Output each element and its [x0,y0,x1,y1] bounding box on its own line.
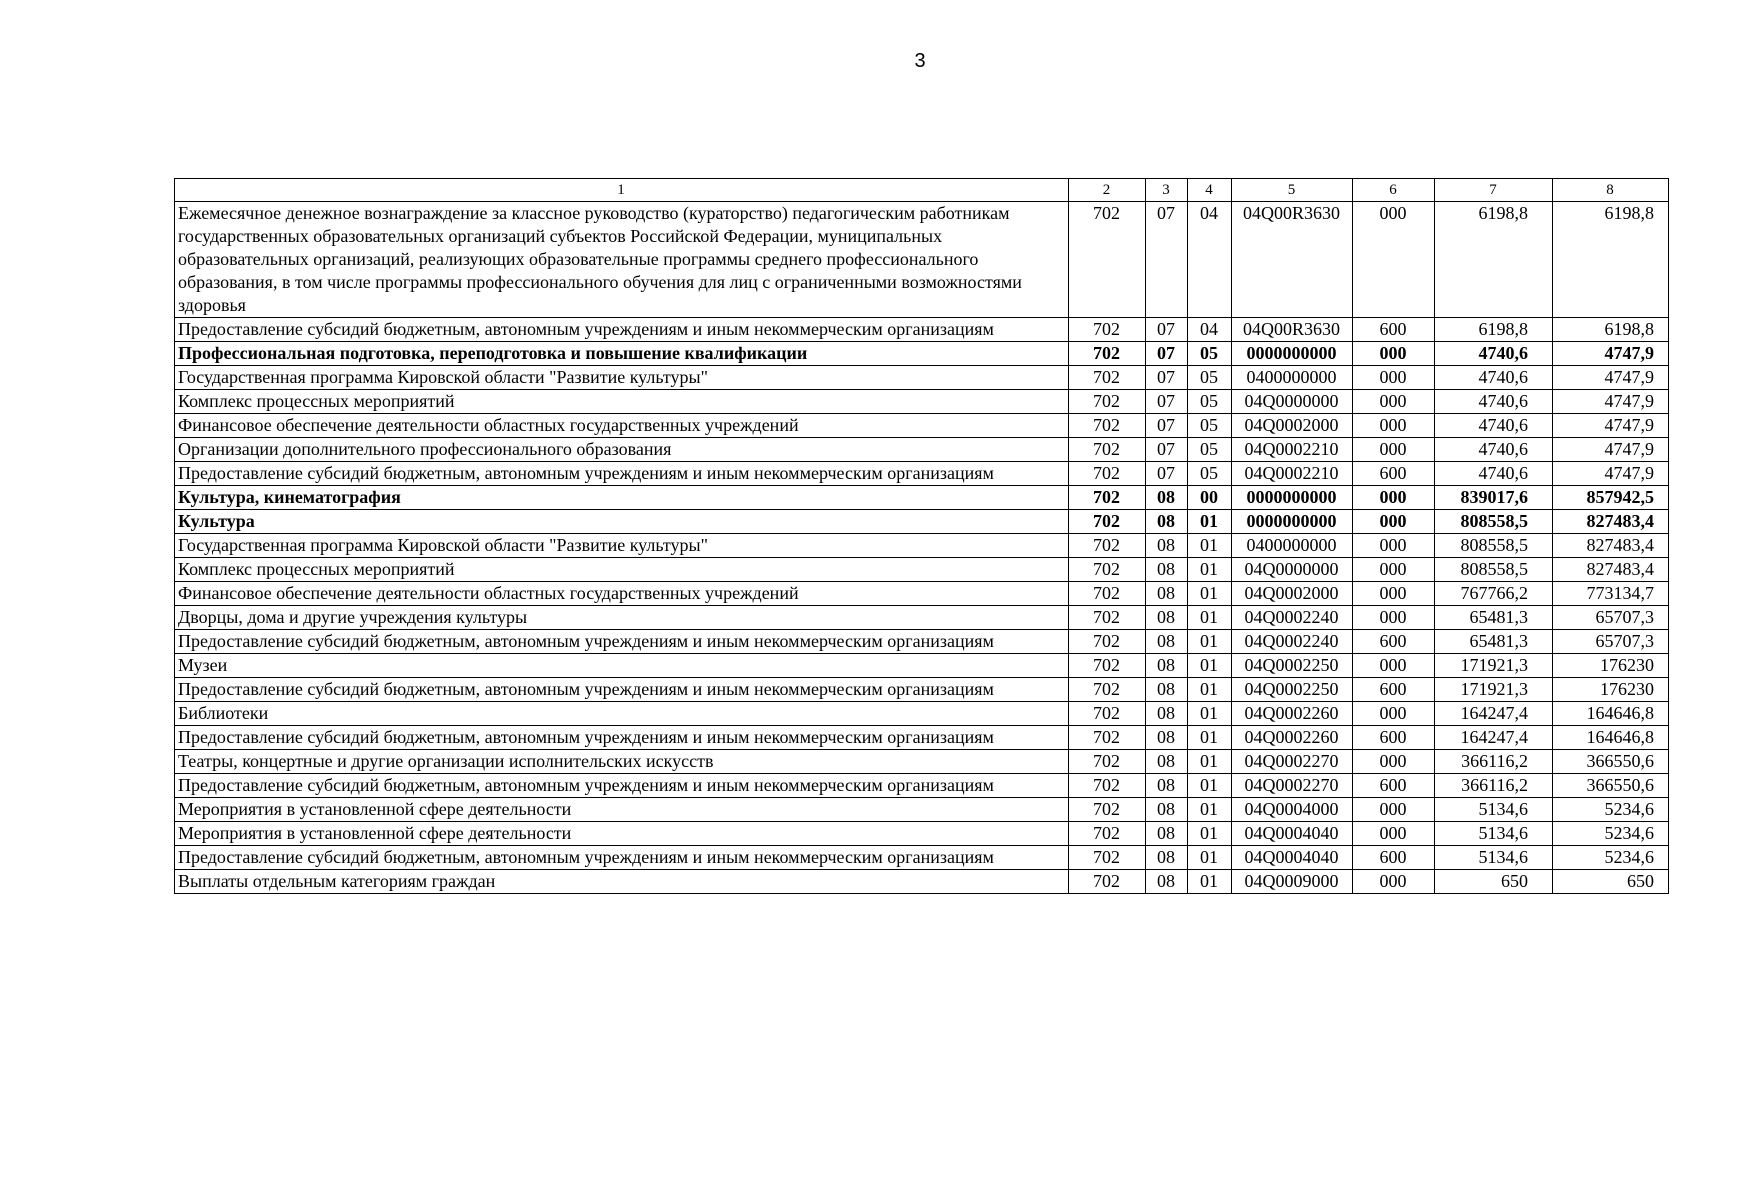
target-article-cell: 04Q0002000 [1232,414,1353,438]
section-cell: 08 [1146,774,1188,798]
subsection-cell: 01 [1188,558,1232,582]
code-cell: 702 [1069,870,1146,894]
expense-type-cell: 000 [1353,606,1435,630]
name-cell: Финансовое обеспечение деятельности областных государственных учреждений [175,582,1069,606]
section-cell: 07 [1146,390,1188,414]
amount-cell: 164646,8 [1553,702,1669,726]
table-row [175,870,1669,894]
code-cell: 702 [1069,366,1146,390]
section-cell: 08 [1146,726,1188,750]
name-cell: Предоставление субсидий бюджетным, автономным учреждениям и иным некоммерческим организациям [175,726,1069,750]
code-cell: 702 [1069,318,1146,342]
target-article-cell: 04Q0002250 [1232,678,1353,702]
table-row [175,390,1669,414]
subsection-cell: 00 [1188,486,1232,510]
amount-cell: 4740,6 [1435,366,1553,390]
amount-cell: 5134,6 [1435,846,1553,870]
section-cell: 08 [1146,582,1188,606]
code-cell: 702 [1069,414,1146,438]
amount-cell: 366116,2 [1435,750,1553,774]
subsection-cell: 01 [1188,822,1232,846]
name-cell: Мероприятия в установленной сфере деятельности [175,798,1069,822]
header-cell: 4 [1188,179,1232,202]
table-row [175,582,1669,606]
section-cell: 08 [1146,654,1188,678]
header-cell: 3 [1146,179,1188,202]
amount-cell: 4740,6 [1435,342,1553,366]
name-cell: Мероприятия в установленной сфере деятельности [175,822,1069,846]
amount-cell: 650 [1553,870,1669,894]
expense-type-cell: 000 [1353,558,1435,582]
amount-cell: 6198,8 [1553,318,1669,342]
target-article-cell: 04Q0000000 [1232,558,1353,582]
expense-type-cell: 600 [1353,726,1435,750]
code-cell: 702 [1069,606,1146,630]
subsection-cell: 01 [1188,726,1232,750]
code-cell: 702 [1069,702,1146,726]
target-article-cell: 0000000000 [1232,486,1353,510]
amount-cell: 767766,2 [1435,582,1553,606]
target-article-cell: 04Q0002240 [1232,606,1353,630]
subsection-cell: 05 [1188,462,1232,486]
header-cell: 6 [1353,179,1435,202]
section-cell: 08 [1146,558,1188,582]
table-row [175,486,1669,510]
table-row [175,366,1669,390]
section-cell: 08 [1146,534,1188,558]
code-cell: 702 [1069,342,1146,366]
amount-cell: 808558,5 [1435,534,1553,558]
target-article-cell: 0000000000 [1232,342,1353,366]
code-cell: 702 [1069,510,1146,534]
amount-cell: 4740,6 [1435,414,1553,438]
target-article-cell: 04Q0002270 [1232,750,1353,774]
table-row [175,630,1669,654]
expense-type-cell: 000 [1353,534,1435,558]
section-cell: 08 [1146,630,1188,654]
amount-cell: 171921,3 [1435,654,1553,678]
target-article-cell: 04Q0002210 [1232,438,1353,462]
section-cell: 08 [1146,606,1188,630]
expense-type-cell: 000 [1353,582,1435,606]
amount-cell: 4747,9 [1553,438,1669,462]
table-row [175,726,1669,750]
name-cell: Комплекс процессных мероприятий [175,558,1069,582]
expense-type-cell: 600 [1353,318,1435,342]
target-article-cell: 04Q00R3630 [1232,202,1353,318]
expense-type-cell: 600 [1353,774,1435,798]
amount-cell: 164646,8 [1553,726,1669,750]
amount-cell: 4740,6 [1435,390,1553,414]
section-cell: 08 [1146,702,1188,726]
expense-type-cell: 000 [1353,390,1435,414]
code-cell: 702 [1069,846,1146,870]
target-article-cell: 04Q0009000 [1232,870,1353,894]
expense-type-cell: 000 [1353,510,1435,534]
amount-cell: 4740,6 [1435,438,1553,462]
target-article-cell: 04Q0002000 [1232,582,1353,606]
name-cell: Библиотеки [175,702,1069,726]
table-row [175,202,1669,318]
header-cell: 8 [1553,179,1669,202]
target-article-cell: 04Q0004000 [1232,798,1353,822]
expense-type-cell: 000 [1353,798,1435,822]
section-cell: 08 [1146,822,1188,846]
subsection-cell: 05 [1188,390,1232,414]
target-article-cell: 0400000000 [1232,366,1353,390]
section-cell: 08 [1146,846,1188,870]
subsection-cell: 01 [1188,510,1232,534]
name-cell: Комплекс процессных мероприятий [175,390,1069,414]
table-row [175,750,1669,774]
expense-type-cell: 000 [1353,486,1435,510]
name-cell: Дворцы, дома и другие учреждения культуры [175,606,1069,630]
table-row [175,702,1669,726]
target-article-cell: 04Q0000000 [1232,390,1353,414]
amount-cell: 65707,3 [1553,630,1669,654]
amount-cell: 366550,6 [1553,750,1669,774]
name-cell: Предоставление субсидий бюджетным, автономным учреждениям и иным некоммерческим организациям [175,318,1069,342]
amount-cell: 827483,4 [1553,510,1669,534]
subsection-cell: 01 [1188,534,1232,558]
table-row [175,606,1669,630]
expense-type-cell: 000 [1353,414,1435,438]
header-row [175,179,1669,202]
code-cell: 702 [1069,678,1146,702]
subsection-cell: 05 [1188,342,1232,366]
page-number: 3 [914,50,926,72]
amount-cell: 839017,6 [1435,486,1553,510]
code-cell: 702 [1069,558,1146,582]
table-row [175,534,1669,558]
table-row [175,510,1669,534]
amount-cell: 65481,3 [1435,630,1553,654]
name-cell: Государственная программа Кировской области "Развитие культуры" [175,534,1069,558]
table-row [175,678,1669,702]
table-row [175,798,1669,822]
table-row [175,462,1669,486]
table-row [175,654,1669,678]
target-article-cell: 04Q00R3630 [1232,318,1353,342]
expense-type-cell: 000 [1353,202,1435,318]
amount-cell: 366116,2 [1435,774,1553,798]
amount-cell: 4740,6 [1435,462,1553,486]
subsection-cell: 01 [1188,870,1232,894]
expense-type-cell: 000 [1353,438,1435,462]
header-cell: 5 [1232,179,1353,202]
name-cell: Предоставление субсидий бюджетным, автономным учреждениям и иным некоммерческим организациям [175,678,1069,702]
amount-cell: 4747,9 [1553,462,1669,486]
name-cell: Культура [175,510,1069,534]
amount-cell: 808558,5 [1435,510,1553,534]
expense-type-cell: 000 [1353,702,1435,726]
amount-cell: 65707,3 [1553,606,1669,630]
subsection-cell: 01 [1188,774,1232,798]
name-cell: Ежемесячное денежное вознаграждение за классное руководство (кураторство) педагогическим работникам государственных образовательных организаций субъектов Российской Федерации, муниципальных образовательных организаций, реализующих образовательные программы среднего профессионального образования, в том числе программы профессионального обучения для лиц с ограниченными возможностями здоровья [175,202,1069,318]
header-cell: 2 [1069,179,1146,202]
table-row [175,846,1669,870]
section-cell: 08 [1146,486,1188,510]
amount-cell: 4747,9 [1553,366,1669,390]
expense-type-cell: 600 [1353,630,1435,654]
target-article-cell: 04Q0004040 [1232,822,1353,846]
section-cell: 07 [1146,462,1188,486]
section-cell: 07 [1146,366,1188,390]
amount-cell: 5234,6 [1553,846,1669,870]
section-cell: 07 [1146,438,1188,462]
amount-cell: 4747,9 [1553,390,1669,414]
amount-cell: 650 [1435,870,1553,894]
subsection-cell: 01 [1188,750,1232,774]
expense-type-cell: 600 [1353,846,1435,870]
name-cell: Профессиональная подготовка, переподготовка и повышение квалификации [175,342,1069,366]
name-cell: Предоставление субсидий бюджетным, автономным учреждениям и иным некоммерческим организациям [175,774,1069,798]
amount-cell: 5234,6 [1553,822,1669,846]
subsection-cell: 01 [1188,582,1232,606]
expense-type-cell: 600 [1353,462,1435,486]
table-row [175,414,1669,438]
amount-cell: 366550,6 [1553,774,1669,798]
expense-type-cell: 000 [1353,654,1435,678]
amount-cell: 176230 [1553,654,1669,678]
subsection-cell: 04 [1188,318,1232,342]
subsection-cell: 01 [1188,846,1232,870]
code-cell: 702 [1069,822,1146,846]
target-article-cell: 04Q0002210 [1232,462,1353,486]
amount-cell: 4747,9 [1553,414,1669,438]
name-cell: Театры, концертные и другие организации исполнительских искусств [175,750,1069,774]
table-body [175,202,1669,894]
code-cell: 702 [1069,390,1146,414]
name-cell: Предоставление субсидий бюджетным, автономным учреждениям и иным некоммерческим организациям [175,630,1069,654]
amount-cell: 4747,9 [1553,342,1669,366]
amount-cell: 857942,5 [1553,486,1669,510]
code-cell: 702 [1069,654,1146,678]
budget-table [174,178,1669,894]
section-cell: 08 [1146,510,1188,534]
code-cell: 702 [1069,462,1146,486]
expense-type-cell: 000 [1353,342,1435,366]
name-cell: Культура, кинематография [175,486,1069,510]
expense-type-cell: 000 [1353,366,1435,390]
expense-type-cell: 000 [1353,750,1435,774]
subsection-cell: 01 [1188,630,1232,654]
section-cell: 07 [1146,342,1188,366]
name-cell: Государственная программа Кировской области "Развитие культуры" [175,366,1069,390]
target-article-cell: 04Q0002240 [1232,630,1353,654]
expense-type-cell: 000 [1353,822,1435,846]
table-row [175,318,1669,342]
section-cell: 08 [1146,870,1188,894]
target-article-cell: 0000000000 [1232,510,1353,534]
target-article-cell: 04Q0002270 [1232,774,1353,798]
amount-cell: 5234,6 [1553,798,1669,822]
amount-cell: 773134,7 [1553,582,1669,606]
subsection-cell: 01 [1188,702,1232,726]
section-cell: 08 [1146,678,1188,702]
name-cell: Предоставление субсидий бюджетным, автономным учреждениям и иным некоммерческим организациям [175,846,1069,870]
subsection-cell: 01 [1188,678,1232,702]
amount-cell: 6198,8 [1435,202,1553,318]
amount-cell: 6198,8 [1553,202,1669,318]
code-cell: 702 [1069,582,1146,606]
section-cell: 07 [1146,414,1188,438]
header-cell: 1 [175,179,1069,202]
name-cell: Выплаты отдельным категориям граждан [175,870,1069,894]
amount-cell: 164247,4 [1435,726,1553,750]
code-cell: 702 [1069,486,1146,510]
code-cell: 702 [1069,726,1146,750]
subsection-cell: 01 [1188,606,1232,630]
subsection-cell: 04 [1188,202,1232,318]
code-cell: 702 [1069,534,1146,558]
subsection-cell: 05 [1188,438,1232,462]
target-article-cell: 04Q0002250 [1232,654,1353,678]
amount-cell: 827483,4 [1553,534,1669,558]
target-article-cell: 04Q0002260 [1232,726,1353,750]
name-cell: Музеи [175,654,1069,678]
table-row [175,558,1669,582]
name-cell: Предоставление субсидий бюджетным, автономным учреждениям и иным некоммерческим организациям [175,462,1069,486]
section-cell: 08 [1146,798,1188,822]
amount-cell: 5134,6 [1435,798,1553,822]
target-article-cell: 0400000000 [1232,534,1353,558]
subsection-cell: 05 [1188,366,1232,390]
subsection-cell: 05 [1188,414,1232,438]
expense-type-cell: 000 [1353,870,1435,894]
section-cell: 08 [1146,750,1188,774]
amount-cell: 6198,8 [1435,318,1553,342]
code-cell: 702 [1069,202,1146,318]
amount-cell: 827483,4 [1553,558,1669,582]
code-cell: 702 [1069,750,1146,774]
code-cell: 702 [1069,438,1146,462]
expense-type-cell: 600 [1353,678,1435,702]
amount-cell: 65481,3 [1435,606,1553,630]
subsection-cell: 01 [1188,654,1232,678]
table-row [175,438,1669,462]
table-row [175,822,1669,846]
section-cell: 07 [1146,318,1188,342]
amount-cell: 808558,5 [1435,558,1553,582]
amount-cell: 176230 [1553,678,1669,702]
section-cell: 07 [1146,202,1188,318]
target-article-cell: 04Q0002260 [1232,702,1353,726]
table-row [175,774,1669,798]
code-cell: 702 [1069,774,1146,798]
table-row [175,342,1669,366]
subsection-cell: 01 [1188,798,1232,822]
name-cell: Организации дополнительного профессионального образования [175,438,1069,462]
name-cell: Финансовое обеспечение деятельности областных государственных учреждений [175,414,1069,438]
target-article-cell: 04Q0004040 [1232,846,1353,870]
amount-cell: 164247,4 [1435,702,1553,726]
code-cell: 702 [1069,798,1146,822]
header-cell: 7 [1435,179,1553,202]
code-cell: 702 [1069,630,1146,654]
amount-cell: 5134,6 [1435,822,1553,846]
amount-cell: 171921,3 [1435,678,1553,702]
